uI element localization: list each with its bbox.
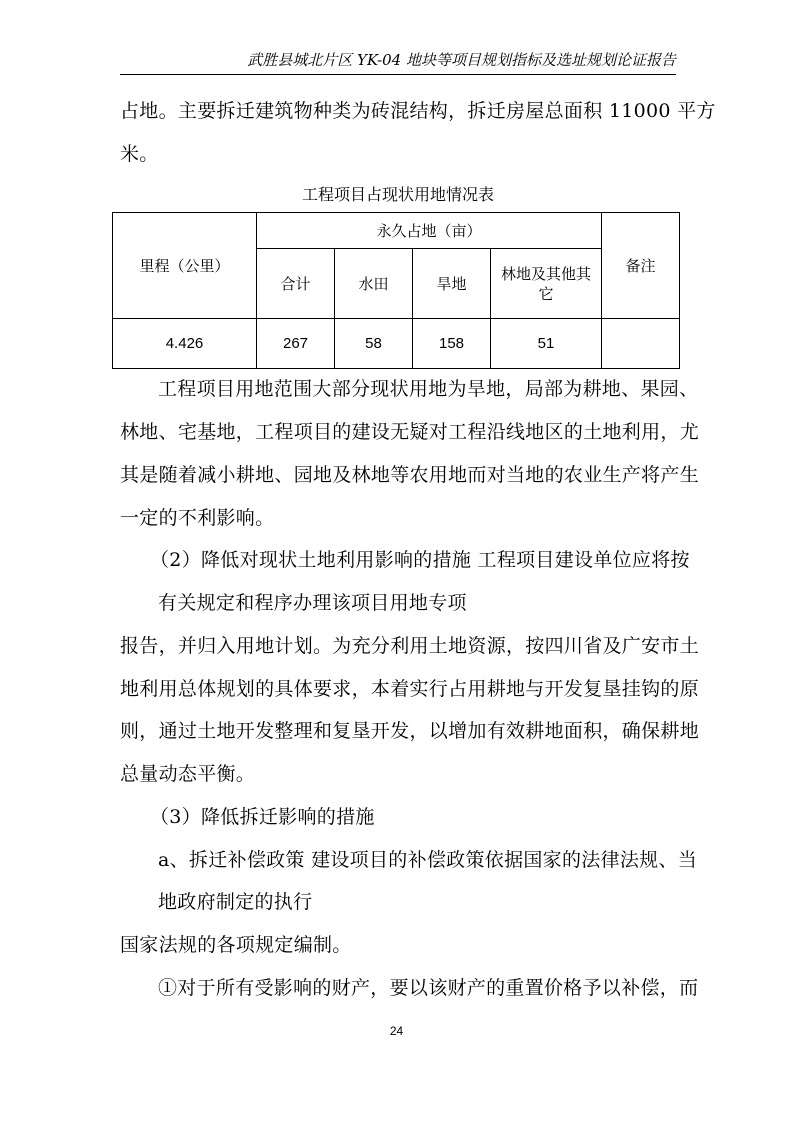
cell-remarks <box>602 319 680 369</box>
header-dry: 旱地 <box>413 249 491 319</box>
paragraph-line: 国家法规的各项规定编制。 <box>120 934 352 956</box>
paragraph-line: 地利用总体规划的具体要求，本着实行占用耕地与开发复垦挂钩的原 <box>120 678 700 700</box>
paragraph-line: 米。 <box>120 143 159 165</box>
paragraph-line: 则，通过土地开发整理和复垦开发，以增加有效耕地面积，确保耕地 <box>120 720 700 742</box>
cell-total: 267 <box>257 319 335 369</box>
cell-forest: 51 <box>491 319 602 369</box>
paragraph-line: 其是随着减小耕地、园地及林地等农用地而对当地的农业生产将产生 <box>120 464 700 486</box>
cell-paddy: 58 <box>335 319 413 369</box>
cell-dry: 158 <box>413 319 491 369</box>
paragraph-line: 地政府制定的执行 <box>158 891 313 913</box>
paragraph-line: 总量动态平衡。 <box>120 763 256 785</box>
paragraph-line: 占地。主要拆迁建筑物种类为砖混结构，拆迁房屋总面积 11000 平方 <box>120 100 716 122</box>
table-row <box>113 319 680 369</box>
cell-mileage: 4.426 <box>113 319 257 369</box>
header-remarks: 备注 <box>602 213 680 319</box>
paragraph-line: （3）降低拆迁影响的措施 <box>150 806 375 828</box>
header-forest: 林地及其他其它 <box>491 249 602 319</box>
land-use-table <box>112 212 680 369</box>
page-header: 武胜县城北片区 YK-04 地块等项目规划指标及选址规划论证报告 <box>120 50 676 75</box>
header-paddy: 水田 <box>335 249 413 319</box>
paragraph-line: 工程项目用地范围大部分现状用地为旱地，局部为耕地、果园、 <box>158 378 699 400</box>
header-permanent: 永久占地（亩） <box>257 213 602 249</box>
paragraph-line: ①对于所有受影响的财产，要以该财产的重置价格予以补偿，而 <box>158 977 699 999</box>
paragraph-line: 有关规定和程序办理该项目用地专项 <box>158 592 467 614</box>
paragraph-line: （2）降低对现状土地利用影响的措施 工程项目建设单位应将按 <box>150 549 690 571</box>
table-caption: 工程项目占现状用地情况表 <box>301 185 494 204</box>
paragraph-line: 林地、宅基地，工程项目的建设无疑对工程沿线地区的土地利用，尤 <box>120 421 700 443</box>
header-total: 合计 <box>257 249 335 319</box>
paragraph-line: 一定的不利影响。 <box>120 507 275 529</box>
paragraph-line: a、拆迁补偿政策 建设项目的补偿政策依据国家的法律法规、当 <box>158 849 698 871</box>
page-number: 24 <box>389 1024 404 1038</box>
paragraph-line: 报告，并归入用地计划。为充分利用土地资源，按四川省及广安市土 <box>120 635 700 657</box>
header-mileage: 里程（公里） <box>113 213 257 319</box>
